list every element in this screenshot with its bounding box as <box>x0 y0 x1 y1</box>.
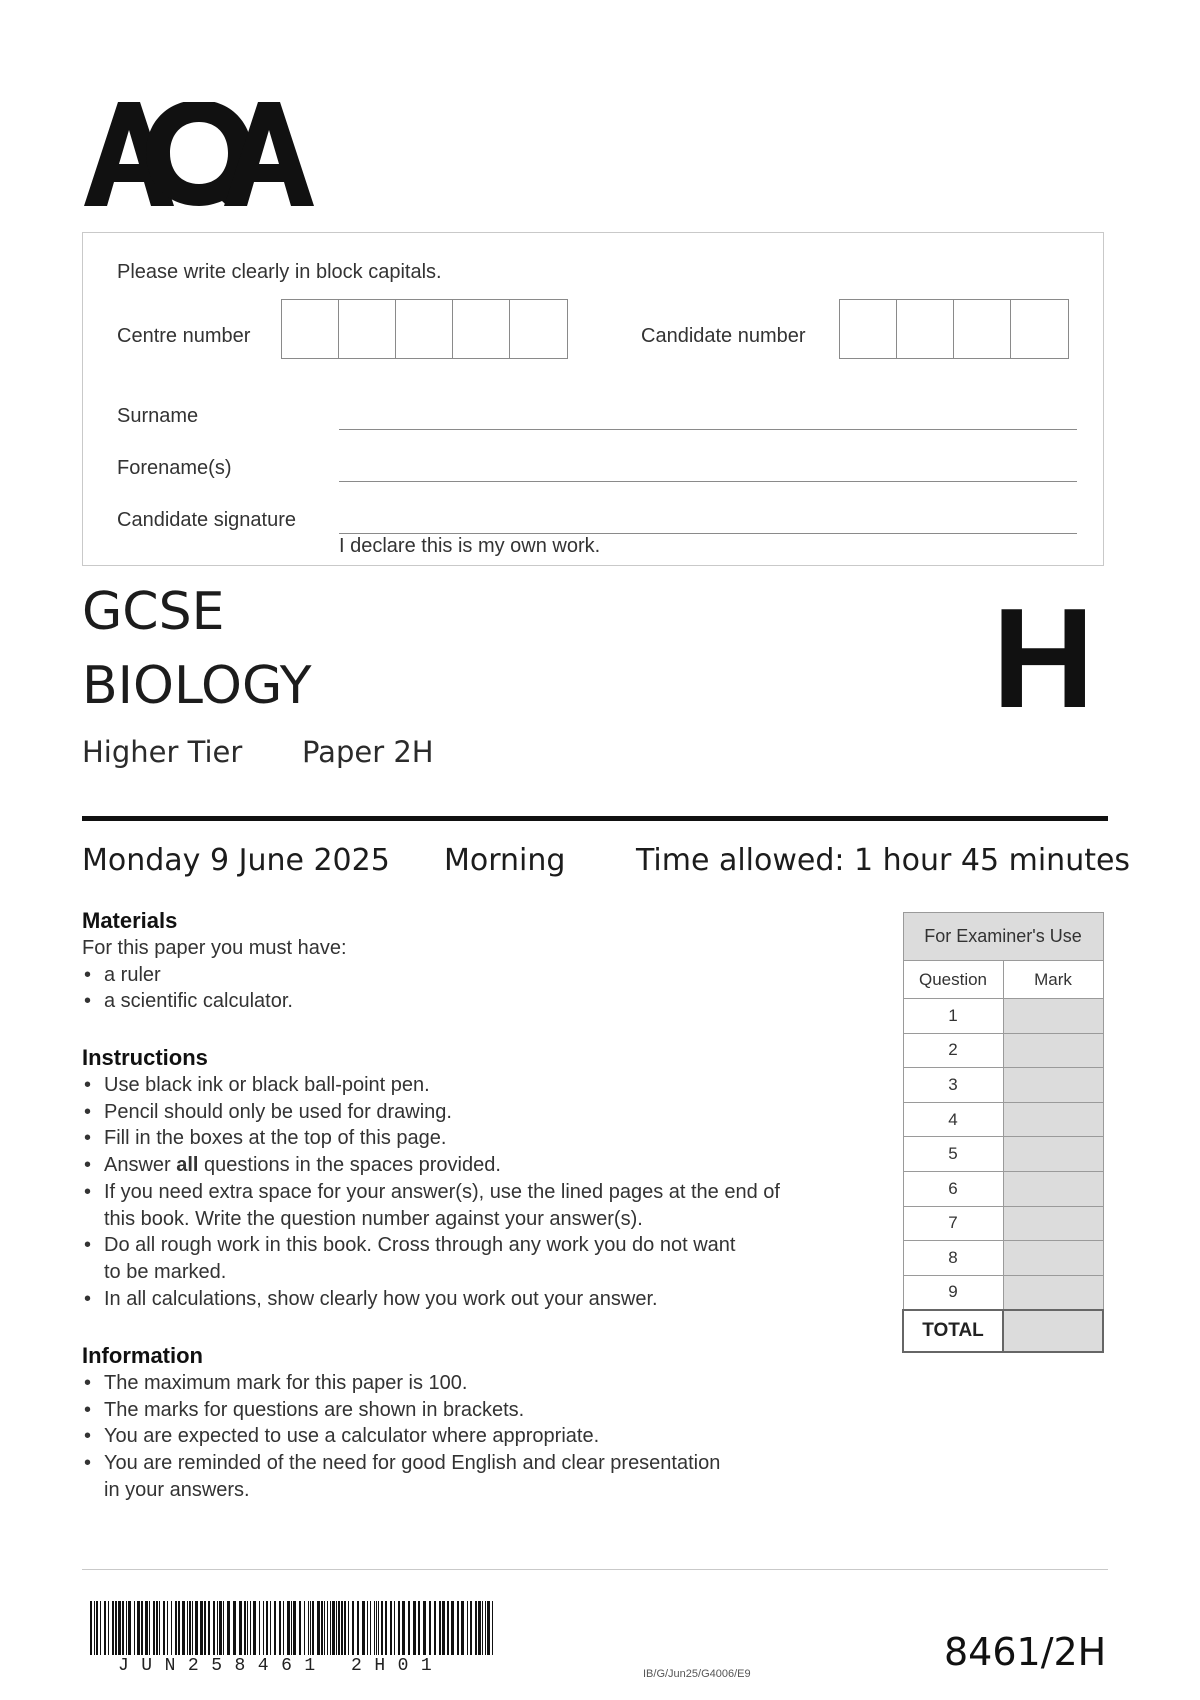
examiner-use-table <box>902 912 1104 1353</box>
tier-label: Higher Tier <box>82 735 243 769</box>
information-item: • You are reminded of the need for good English and clear presentation in your answers. <box>82 1450 720 1503</box>
question-number: 2 <box>903 1033 1003 1068</box>
centre-number-digit[interactable] <box>510 300 567 358</box>
candidate-number-digit[interactable] <box>897 300 954 358</box>
question-number: 5 <box>903 1137 1003 1172</box>
declaration-text: I declare this is my own work. <box>339 535 601 557</box>
instruction-item: • Pencil should only be used for drawing. <box>82 1099 780 1126</box>
candidate-number-boxes[interactable] <box>839 299 1069 359</box>
subject-title: BIOLOGY <box>82 656 312 716</box>
mark-cell <box>1003 1033 1103 1068</box>
footer-divider <box>82 1569 1108 1570</box>
information-item: • The maximum mark for this paper is 100. <box>82 1370 720 1397</box>
exam-session: Morning <box>444 843 566 878</box>
barcode-gap <box>493 1601 495 1655</box>
instruction-item: • Use black ink or black ball-point pen. <box>82 1072 780 1099</box>
candidate-number-digit[interactable] <box>1011 300 1068 358</box>
materials-item: • a ruler <box>82 962 347 989</box>
document-reference: IB/G/Jun25/G4006/E9 <box>643 1668 751 1680</box>
forenames-label: Forename(s) <box>117 457 232 479</box>
materials-heading: Materials <box>82 908 178 933</box>
information-item: • You are expected to use a calculator where appropriate. <box>82 1423 720 1450</box>
exam-date: Monday 9 June 2025 <box>82 843 390 878</box>
information-item: • The marks for questions are shown in brackets. <box>82 1397 720 1424</box>
forenames-line[interactable] <box>339 481 1077 482</box>
examiner-table-title: For Examiner's Use <box>903 913 1103 961</box>
mark-cell <box>1003 1102 1103 1137</box>
mark-cell <box>1003 999 1103 1034</box>
mark-column-header: Mark <box>1003 961 1103 999</box>
materials-item: • a scientific calculator. <box>82 988 347 1015</box>
candidate-details-box <box>82 232 1104 566</box>
instructions-section <box>82 1044 780 1312</box>
paper-code: 8461/2H <box>944 1630 1107 1674</box>
question-column-header: Question <box>903 961 1003 999</box>
paper-label: Paper 2H <box>302 735 434 769</box>
barcode <box>90 1601 502 1655</box>
total-label: TOTAL <box>903 1310 1003 1352</box>
time-allowed: Time allowed: 1 hour 45 minutes <box>636 843 1131 878</box>
block-capitals-instruction: Please write clearly in block capitals. <box>117 261 442 283</box>
question-number: 9 <box>903 1275 1003 1310</box>
centre-number-digit[interactable] <box>453 300 510 358</box>
surname-line[interactable] <box>339 429 1077 430</box>
information-heading: Information <box>82 1343 203 1368</box>
materials-intro: For this paper you must have: <box>82 937 347 959</box>
centre-number-digit[interactable] <box>282 300 339 358</box>
question-number: 8 <box>903 1241 1003 1276</box>
barcode-text: JUN258461 2H01 <box>118 1656 445 1676</box>
signature-line[interactable] <box>339 533 1077 534</box>
candidate-number-digit[interactable] <box>954 300 1011 358</box>
question-number: 1 <box>903 999 1003 1034</box>
mark-cell <box>1003 1275 1103 1310</box>
surname-label: Surname <box>117 405 199 427</box>
candidate-number-digit[interactable] <box>840 300 897 358</box>
title-divider <box>82 816 1108 821</box>
centre-number-digit[interactable] <box>339 300 396 358</box>
total-mark-cell <box>1003 1310 1103 1352</box>
question-number: 7 <box>903 1206 1003 1241</box>
mark-cell <box>1003 1171 1103 1206</box>
instruction-item: • Fill in the boxes at the top of this page. <box>82 1125 780 1152</box>
instruction-item: • Answer all questions in the spaces provided. <box>82 1152 780 1179</box>
mark-cell <box>1003 1068 1103 1103</box>
signature-label: Candidate signature <box>117 509 297 531</box>
candidate-number-label: Candidate number <box>641 325 806 347</box>
tier-letter: H <box>992 579 1095 738</box>
instruction-item: • If you need extra space for your answer(s), use the lined pages at the end of this book. Write the question number against your answer(s). <box>82 1179 780 1232</box>
instruction-item: • In all calculations, show clearly how you work out your answer. <box>82 1286 780 1313</box>
materials-section <box>82 907 347 1015</box>
centre-number-label: Centre number <box>117 325 251 347</box>
mark-cell <box>1003 1206 1103 1241</box>
question-number: 6 <box>903 1171 1003 1206</box>
centre-number-boxes[interactable] <box>281 299 568 359</box>
centre-number-digit[interactable] <box>396 300 453 358</box>
instructions-heading: Instructions <box>82 1045 208 1070</box>
mark-cell <box>1003 1137 1103 1172</box>
question-number: 4 <box>903 1102 1003 1137</box>
information-section <box>82 1342 720 1504</box>
qualification-title: GCSE <box>82 582 225 642</box>
aqa-logo <box>84 102 314 206</box>
question-number: 3 <box>903 1068 1003 1103</box>
mark-cell <box>1003 1241 1103 1276</box>
instruction-item: • Do all rough work in this book. Cross through any work you do not want to be marked. <box>82 1232 780 1285</box>
